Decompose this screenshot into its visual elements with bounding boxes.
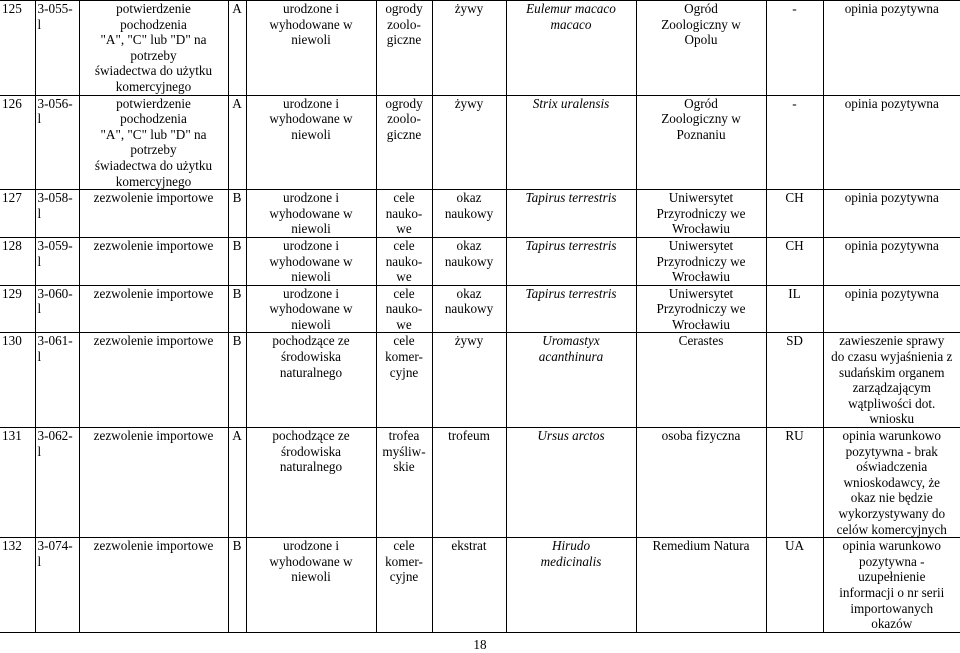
cell-applicant — [636, 190, 766, 238]
cell-species-line: Tapirus terrestris — [525, 190, 617, 206]
cell-source-line: wyhodowane w — [269, 16, 353, 32]
cell-aim-line: skie — [393, 459, 415, 475]
cell-specimen-form — [432, 333, 506, 428]
cell-applicant — [636, 95, 766, 190]
cell-specimen-form-line: naukowy — [444, 205, 494, 221]
cell-specimen-form — [432, 428, 506, 538]
cell-annex: B — [228, 237, 246, 285]
cell-aim-line: zoolo- — [387, 16, 421, 32]
cell-country: CH — [766, 237, 823, 285]
cell-case-id-line: l — [37, 111, 42, 127]
cell-number: 128 — [0, 237, 35, 285]
cell-source-line: urodzone i — [282, 237, 340, 253]
cell-specimen-form — [432, 285, 506, 333]
cell-specimen-form — [432, 95, 506, 190]
cell-number: 131 — [0, 428, 35, 538]
cell-case-id — [35, 95, 79, 190]
cell-aim-line: cele — [393, 285, 415, 301]
cell-applicant — [636, 428, 766, 538]
cell-species — [506, 333, 636, 428]
cell-opinion-line: celów komercyjnych — [836, 521, 947, 537]
cell-opinion-line: oświadczenia — [856, 459, 928, 475]
cell-opinion-line: informacji o nr serii — [839, 584, 945, 600]
cell-specimen-form — [432, 538, 506, 633]
cell-opinion — [823, 333, 960, 428]
cell-source-line: środowiska — [280, 443, 342, 459]
cell-annex: A — [228, 95, 246, 190]
cell-species-line: Tapirus terrestris — [525, 285, 617, 301]
cell-aim-line: we — [396, 316, 412, 332]
cell-aim-line: cele — [393, 237, 415, 253]
cell-aim-line: cyjne — [389, 364, 419, 380]
cell-aim — [376, 95, 432, 190]
cell-species — [506, 237, 636, 285]
cell-aim-line: nauko- — [385, 253, 423, 269]
cell-species — [506, 428, 636, 538]
cell-country: - — [766, 95, 823, 190]
cell-applicant-line: Remedium Natura — [652, 538, 750, 554]
cell-opinion-line: okaz nie będzie — [850, 490, 933, 506]
cell-source-line: wyhodowane w — [269, 301, 353, 317]
cell-opinion-line: opinia pozytywna — [844, 1, 939, 16]
cell-purpose — [79, 95, 228, 190]
cell-applicant — [636, 538, 766, 633]
cell-aim-line: ogrody — [385, 1, 423, 16]
cell-annex: B — [228, 538, 246, 633]
cell-purpose-line: potwierdzenie pochodzenia — [116, 1, 191, 32]
cell-annex: B — [228, 333, 246, 428]
cell-species-line: acanthinura — [538, 349, 604, 365]
cell-species-line: Tapirus terrestris — [525, 237, 617, 253]
cell-source-line: urodzone i — [282, 538, 340, 554]
cell-species — [506, 95, 636, 190]
cell-purpose — [79, 190, 228, 238]
cell-source-line: niewoli — [291, 569, 331, 585]
cell-applicant — [636, 333, 766, 428]
cell-applicant-line: Ogród — [684, 1, 718, 16]
cell-case-id-line: 3-060- — [37, 285, 73, 301]
cell-applicant-line: Zoologiczny w — [661, 16, 741, 32]
cell-specimen-form-line: trofeum — [448, 428, 490, 444]
cell-source-line: urodzone i — [282, 190, 340, 206]
cell-applicant-line: Opolu — [684, 32, 718, 48]
cell-specimen-form — [432, 1, 506, 96]
cell-source — [246, 538, 376, 633]
cell-opinion-line: opinia pozytywna — [844, 95, 939, 111]
cell-number: 129 — [0, 285, 35, 333]
cell-case-id-line: l — [37, 553, 42, 569]
cell-applicant-line: Uniwersytet — [668, 237, 734, 253]
cell-source-line: urodzone i — [282, 285, 340, 301]
cell-purpose-line: zezwolenie importowe — [93, 333, 214, 349]
cell-annex: B — [228, 190, 246, 238]
cell-opinion — [823, 237, 960, 285]
page-number: 18 — [473, 637, 487, 652]
cell-source-line: pochodzące ze — [272, 428, 350, 444]
cell-number: 126 — [0, 95, 35, 190]
cell-source — [246, 285, 376, 333]
cell-opinion-line: importowanych — [850, 600, 934, 616]
cell-opinion-line: opinia warunkowo — [842, 428, 942, 444]
cell-opinion-line: do czasu wyjaśnienia z — [831, 349, 953, 365]
cell-applicant-line: Wrocławiu — [671, 316, 731, 332]
cell-source-line: naturalnego — [279, 459, 343, 475]
cell-opinion — [823, 1, 960, 96]
cell-number: 125 — [0, 1, 35, 96]
cell-case-id-line: l — [37, 301, 42, 317]
cell-applicant-line: Cerastes — [678, 333, 724, 349]
cell-species-line: Hirudo — [551, 538, 591, 554]
cell-specimen-form-line: żywy — [454, 333, 484, 349]
cell-opinion-line: sudańskim organem — [838, 364, 945, 380]
cell-case-id — [35, 237, 79, 285]
cell-case-id — [35, 190, 79, 238]
cell-source-line: niewoli — [291, 126, 331, 142]
table-row — [0, 190, 960, 238]
cell-aim-line: giczne — [386, 126, 422, 142]
cell-applicant — [636, 1, 766, 96]
cell-source — [246, 237, 376, 285]
cell-source-line: niewoli — [291, 221, 331, 237]
cell-opinion-line: opinia warunkowo — [842, 538, 942, 554]
cell-purpose-line: zezwolenie importowe — [93, 285, 214, 301]
cell-case-id — [35, 428, 79, 538]
cell-applicant-line: Ogród — [684, 95, 718, 111]
cell-purpose-line: świadectwa do użytku — [94, 157, 213, 173]
cell-opinion-line: okazów — [871, 616, 913, 632]
cell-purpose — [79, 428, 228, 538]
cell-aim — [376, 190, 432, 238]
cell-aim-line: nauko- — [385, 301, 423, 317]
cell-number: 127 — [0, 190, 35, 238]
cell-aim-line: cele — [393, 333, 415, 349]
table-row — [0, 428, 960, 538]
cell-species — [506, 538, 636, 633]
cell-specimen-form-line: naukowy — [444, 253, 494, 269]
cell-species-line: Uromastyx — [542, 333, 600, 349]
cell-applicant — [636, 285, 766, 333]
cell-applicant-line: osoba fizyczna — [661, 428, 741, 444]
cell-aim-line: cele — [393, 190, 415, 206]
cell-annex: A — [228, 428, 246, 538]
cell-purpose-line: "A", "C" lub "D" na potrzeby — [100, 126, 207, 158]
cell-species-line: Eulemur macaco — [526, 1, 616, 16]
cell-country: UA — [766, 538, 823, 633]
cell-opinion — [823, 190, 960, 238]
cell-case-id — [35, 333, 79, 428]
cell-purpose — [79, 333, 228, 428]
cell-applicant-line: Przyrodniczy we — [656, 253, 746, 269]
cell-specimen-form-line: ekstrat — [451, 538, 487, 554]
cell-source-line: niewoli — [291, 32, 331, 48]
cell-case-id-line: l — [37, 253, 42, 269]
cell-case-id-line: 3-056- — [37, 95, 73, 111]
cell-number: 132 — [0, 538, 35, 633]
cell-opinion-line: opinia pozytywna — [844, 190, 939, 206]
cell-applicant-line: Uniwersytet — [668, 285, 734, 301]
cell-country: - — [766, 1, 823, 96]
cell-applicant-line: Przyrodniczy we — [656, 301, 746, 317]
cell-source — [246, 95, 376, 190]
cell-specimen-form — [432, 190, 506, 238]
cell-opinion-line: wykorzystywany do — [838, 506, 946, 521]
cell-case-id-line: l — [37, 443, 42, 459]
cell-case-id-line: l — [37, 16, 42, 32]
cell-aim-line: trofea — [388, 428, 420, 444]
cell-case-id — [35, 538, 79, 633]
cell-country: CH — [766, 190, 823, 238]
cell-species-line: Strix uralensis — [532, 95, 610, 111]
cell-purpose — [79, 1, 228, 96]
cell-source — [246, 428, 376, 538]
cell-case-id-line: 3-062- — [37, 428, 73, 444]
cell-opinion — [823, 285, 960, 333]
cell-applicant-line: Uniwersytet — [668, 190, 734, 206]
cell-aim-line: zoolo- — [387, 111, 421, 127]
cell-aim-line: myśliw- — [382, 443, 426, 459]
cell-opinion-line: wniosku — [869, 411, 915, 427]
cell-specimen-form-line: żywy — [454, 95, 484, 111]
cell-source — [246, 190, 376, 238]
cell-source-line: wyhodowane w — [269, 111, 353, 127]
cell-species — [506, 1, 636, 96]
cell-aim — [376, 237, 432, 285]
cell-aim-line: ogrody — [385, 95, 423, 111]
cell-purpose-line: zezwolenie importowe — [93, 237, 214, 253]
cell-applicant-line: Przyrodniczy we — [656, 205, 746, 221]
table-row — [0, 285, 960, 333]
cell-purpose-line: "A", "C" lub "D" na potrzeby — [100, 32, 207, 63]
cell-species-line: macaco — [550, 16, 592, 32]
cell-aim — [376, 1, 432, 96]
cell-source — [246, 1, 376, 96]
cell-applicant-line: Zoologiczny w — [661, 111, 741, 127]
cell-purpose-line: zezwolenie importowe — [93, 538, 214, 554]
cell-opinion-line: opinia pozytywna — [844, 285, 939, 301]
cell-opinion — [823, 428, 960, 538]
cell-case-id-line: 3-059- — [37, 237, 73, 253]
cell-source-line: środowiska — [280, 349, 342, 365]
cell-opinion-line: pozytywna - brak — [845, 443, 938, 459]
cell-purpose-line: zezwolenie importowe — [93, 428, 214, 444]
cell-aim-line: nauko- — [385, 205, 423, 221]
cell-source-line: urodzone i — [282, 1, 340, 16]
cell-applicant-line: Wrocławiu — [671, 269, 731, 285]
cell-applicant-line: Wrocławiu — [671, 221, 731, 237]
cell-aim-line: cyjne — [389, 569, 419, 585]
cell-specimen-form-line: naukowy — [444, 301, 494, 317]
table-row — [0, 237, 960, 285]
cell-case-id-line: l — [37, 349, 42, 365]
cell-purpose-line: potwierdzenie pochodzenia — [116, 95, 191, 127]
cell-country: IL — [766, 285, 823, 333]
cell-case-id-line: 3-055- — [37, 1, 73, 16]
cell-source-line: naturalnego — [279, 364, 343, 380]
cell-purpose-line: świadectwa do użytku — [94, 63, 213, 79]
cell-aim-line: we — [396, 221, 412, 237]
cell-opinion-line: wątpliwości dot. — [848, 395, 936, 411]
cell-opinion-line: zarządzającym — [852, 380, 931, 396]
cell-species-line: medicinalis — [540, 553, 602, 569]
cell-case-id-line: 3-061- — [37, 333, 73, 349]
cell-aim-line: we — [396, 269, 412, 285]
cell-species — [506, 190, 636, 238]
cell-purpose — [79, 285, 228, 333]
cell-source-line: wyhodowane w — [269, 205, 353, 221]
cell-annex: A — [228, 1, 246, 96]
cell-aim — [376, 285, 432, 333]
cell-opinion-line: opinia pozytywna — [844, 237, 939, 253]
cell-purpose — [79, 237, 228, 285]
cell-opinion-line: uzupełnienie — [858, 569, 926, 585]
cell-opinion-line: zawieszenie sprawy — [839, 333, 945, 349]
cell-source-line: pochodzące ze — [272, 333, 350, 349]
cell-country: RU — [766, 428, 823, 538]
cell-species-line: Ursus arctos — [537, 428, 605, 444]
cell-purpose-line: zezwolenie importowe — [93, 190, 214, 206]
cell-case-id-line: 3-074- — [37, 538, 73, 554]
table-row — [0, 538, 960, 633]
cell-case-id — [35, 1, 79, 96]
cell-purpose — [79, 538, 228, 633]
cell-opinion-line: wnioskodawcy, że — [843, 474, 941, 490]
cell-opinion — [823, 95, 960, 190]
cell-case-id — [35, 285, 79, 333]
cell-source-line: niewoli — [291, 316, 331, 332]
cell-country: SD — [766, 333, 823, 428]
cell-number: 130 — [0, 333, 35, 428]
cell-purpose-line: komercyjnego — [115, 78, 192, 94]
cell-specimen-form-line: żywy — [454, 1, 484, 16]
cell-annex: B — [228, 285, 246, 333]
cell-source-line: urodzone i — [282, 95, 340, 111]
cell-aim-line: komer- — [385, 553, 423, 569]
permits-table-body — [0, 1, 960, 633]
cell-applicant — [636, 237, 766, 285]
cell-specimen-form-line: okaz — [456, 237, 482, 253]
cell-aim — [376, 538, 432, 633]
cell-aim-line: komer- — [385, 349, 423, 365]
cell-aim-line: giczne — [386, 32, 422, 48]
cell-specimen-form-line: okaz — [456, 190, 482, 206]
cell-applicant-line: Poznaniu — [676, 126, 726, 142]
cell-specimen-form — [432, 237, 506, 285]
cell-specimen-form-line: okaz — [456, 285, 482, 301]
cell-case-id-line: 3-058- — [37, 190, 73, 206]
table-row — [0, 95, 960, 190]
cell-aim-line: cele — [393, 538, 415, 554]
cell-case-id-line: l — [37, 205, 42, 221]
cell-opinion-line: pozytywna - — [858, 553, 925, 569]
cell-aim — [376, 428, 432, 538]
cell-source — [246, 333, 376, 428]
cell-aim — [376, 333, 432, 428]
cell-source-line: wyhodowane w — [269, 553, 353, 569]
table-row — [0, 333, 960, 428]
cell-source-line: wyhodowane w — [269, 253, 353, 269]
cell-opinion — [823, 538, 960, 633]
table-row — [0, 1, 960, 96]
cell-purpose-line: komercyjnego — [115, 173, 192, 189]
cell-species — [506, 285, 636, 333]
cell-source-line: niewoli — [291, 269, 331, 285]
